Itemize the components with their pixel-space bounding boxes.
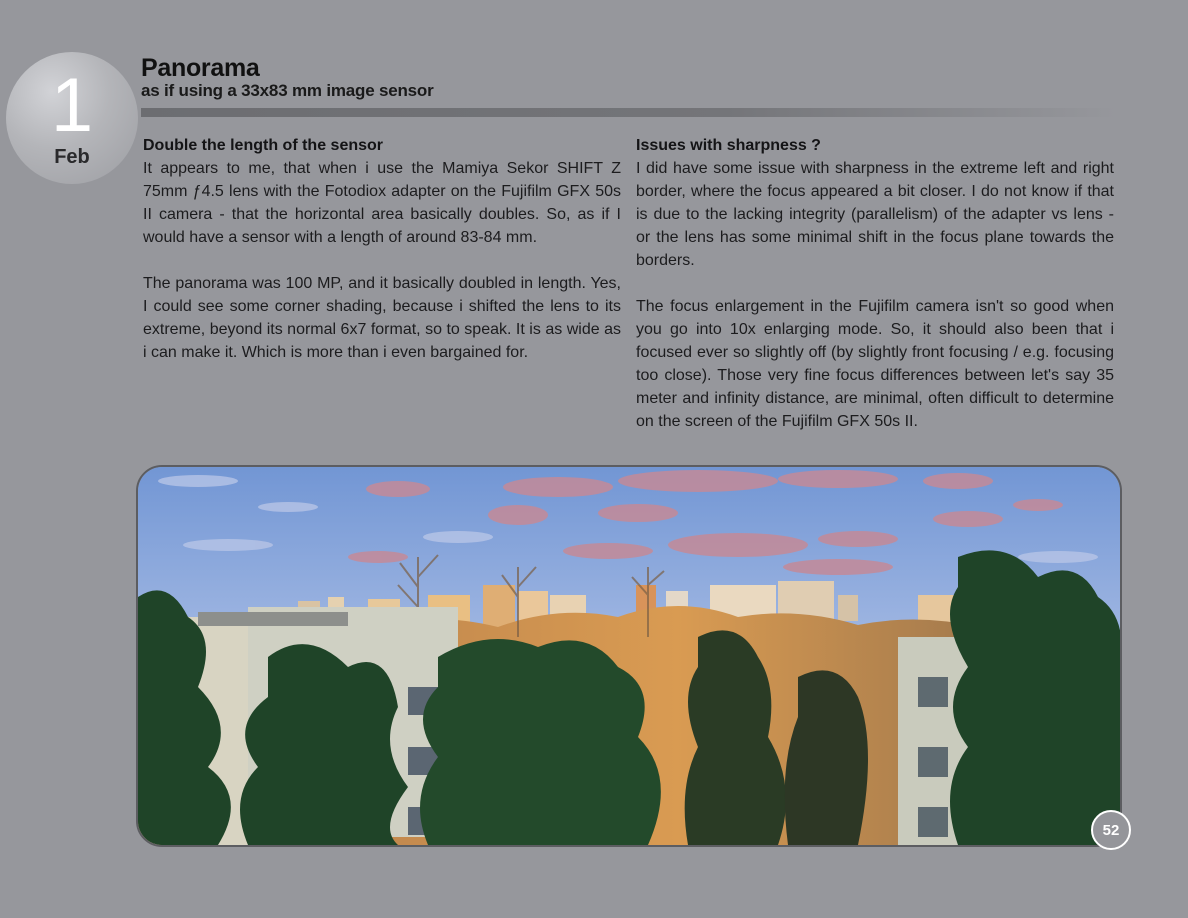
left-paragraph-2: The panorama was 100 MP, and it basically doubled in length. Yes, I could see some corner shading, because i shifted the lens to its extreme, beyond its normal 6x7 format, so to speak. It is as wide as i can make it. Which is more than i even bargained for. (143, 275, 621, 361)
panorama-photo (136, 465, 1122, 847)
title-divider (141, 108, 1116, 117)
right-column-heading: Issues with sharpness ? (636, 137, 821, 154)
left-paragraph-1: It appears to me, that when i use the Mamiya Sekor SHIFT Z 75mm ƒ4.5 lens with the Fotodiox adapter on the Fujifilm GFX 50s II camera - that the horizontal area basically doubles. So, as if I would have a sensor with a length of around 83-84 mm. (143, 160, 621, 246)
right-paragraph-1: I did have some issue with sharpness in the extreme left and right border, where the focus appeared a bit closer. I do not know if that is due to the lacking integrity (parallelism) of the adapter vs lens - or the lens has some minimal shift in the focus plane towards the borders. (636, 160, 1114, 269)
page-title: Panorama (141, 54, 260, 82)
left-column-heading: Double the length of the sensor (143, 137, 384, 154)
date-badge (6, 52, 138, 184)
left-column (143, 134, 621, 387)
date-month: Feb (54, 146, 90, 168)
right-paragraph-2: The focus enlargement in the Fujifilm camera isn't so good when you go into 10x enlarging mode. So, it should also been that i focused ever so slightly off (by slightly front focusing / e.g. focusing too close). Those very fine focus differences between let's say 35 meter and infinity distance, are minimal, often difficult to determine on the screen of the Fujifilm GFX 50s II. (636, 298, 1114, 430)
page-number-badge: 52 (1091, 810, 1131, 850)
right-column (636, 134, 1114, 456)
page-subtitle: as if using a 33x83 mm image sensor (141, 81, 434, 100)
date-day: 1 (50, 63, 94, 148)
panorama-illustration (138, 467, 1120, 845)
